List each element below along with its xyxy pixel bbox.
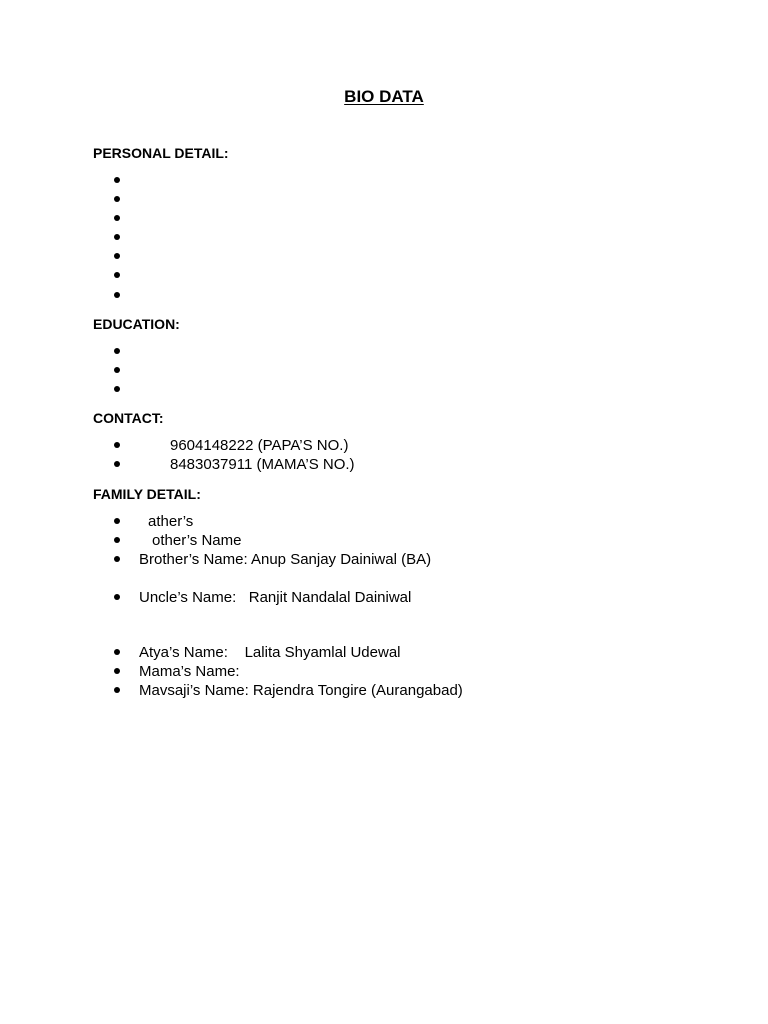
list-item (114, 550, 714, 569)
bullet-icon (114, 687, 120, 693)
contact-phone-text: 8483037911 (MAMA’S NO.) (170, 456, 355, 473)
bullet-icon (114, 253, 120, 259)
bullet-icon (114, 649, 120, 655)
document-title (0, 87, 768, 107)
list-item (114, 171, 714, 190)
list-item-text: other’s Name (152, 532, 242, 549)
list-item (114, 209, 714, 228)
list-item-text: Mavsaji’s Name: Rajendra Tongire (Aurangabad) (139, 682, 463, 699)
list-item-text: Brother’s Name: Anup Sanjay Dainiwal (BA) (139, 551, 432, 568)
bullet-icon (114, 215, 120, 221)
list-item (114, 662, 714, 681)
education-heading: EDUCATION: (93, 316, 180, 332)
bullet-icon (114, 386, 120, 392)
document-title-text: BIO DATA (344, 87, 424, 106)
list-item-text: ather’s (148, 513, 194, 530)
list-item-text: Atya’s Name: Lalita Shyamlal Udewal (139, 644, 401, 661)
family-detail-heading: FAMILY DETAIL: (93, 486, 201, 502)
contact-phone-text: 9604148222 (PAPA’S NO.) (170, 437, 349, 454)
bullet-icon (114, 348, 120, 354)
bullet-icon (114, 177, 120, 183)
bullet-icon (114, 196, 120, 202)
list-item (114, 455, 714, 474)
bullet-icon (114, 272, 120, 278)
list-item (114, 190, 714, 209)
bullet-icon (114, 461, 120, 467)
bullet-icon (114, 234, 120, 240)
bullet-icon (114, 442, 120, 448)
list-item (114, 436, 714, 455)
list-item (114, 681, 714, 700)
list-item (114, 247, 714, 266)
bullet-icon (114, 537, 120, 543)
contact-heading: CONTACT: (93, 410, 164, 426)
list-item (114, 531, 714, 550)
list-item-text: Mama’s Name: (139, 663, 240, 680)
bullet-icon (114, 367, 120, 373)
bullet-icon (114, 556, 120, 562)
bullet-icon (114, 594, 120, 600)
list-item (114, 266, 714, 285)
personal-detail-heading: PERSONAL DETAIL: (93, 145, 229, 161)
list-item (114, 342, 714, 361)
list-item (114, 512, 714, 531)
bullet-icon (114, 518, 120, 524)
bullet-icon (114, 668, 120, 674)
list-item (114, 228, 714, 247)
list-item-text: Uncle’s Name: Ranjit Nandalal Dainiwal (139, 589, 412, 606)
list-item (114, 643, 714, 662)
list-item (114, 361, 714, 380)
list-item (114, 380, 714, 399)
list-item (114, 286, 714, 305)
list-item (114, 588, 714, 607)
bullet-icon (114, 292, 120, 298)
